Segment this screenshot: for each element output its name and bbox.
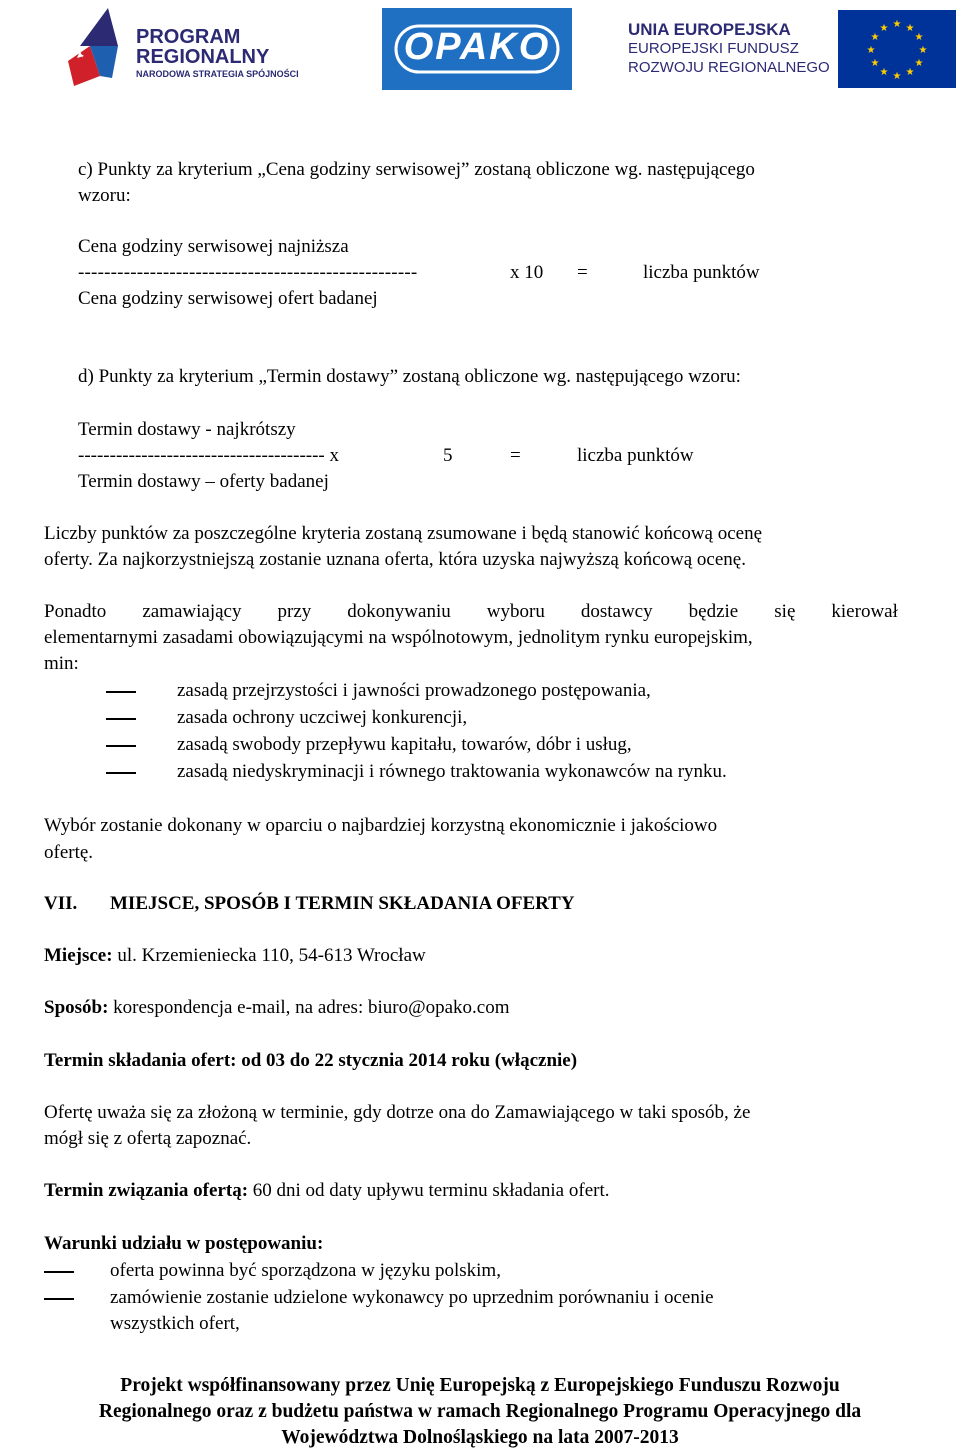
program-logo-line3: NARODOWA STRATEGIA SPÓJNOŚCI [136, 69, 299, 79]
svg-text:★: ★ [914, 32, 924, 43]
deadline-text: Termin składania ofert: od 03 do 22 stycznia 2014 roku (włącznie) [44, 1050, 578, 1071]
principle-item: zasadą swobody przepływu kapitału, towarów, dóbr i usług, [177, 734, 632, 755]
method-line [44, 998, 509, 1017]
binding-line [44, 1181, 610, 1200]
summary-line1: Liczby punktów za poszczególne kryteria zostaną zsumowane i będą stanowić końcową ocenę [44, 523, 763, 544]
svg-text:★: ★ [870, 32, 880, 43]
principles-word: się [774, 601, 796, 622]
section-c-line1: c) Punkty za kryterium „Cena godziny serwisowej” zostaną obliczone wg. następującego [78, 159, 755, 180]
principles-word: zamawiający [142, 601, 242, 622]
formula-d-dashes: --------------------------------------- x [78, 445, 340, 466]
principles-word: będzie [688, 601, 739, 622]
section-d-line1: d) Punkty za kryterium „Termin dostawy” zostaną obliczone wg. następującego wzoru: [78, 366, 741, 387]
principles-line2: elementarnymi zasadami obowiązującymi na wspólnotowym, jednolitym rynku europejskim, [44, 627, 753, 648]
condition-item-continued: wszystkich ofert, [110, 1313, 240, 1334]
formula-c-denominator: Cena godziny serwisowej ofert badanej [78, 288, 378, 309]
dash-bullet-icon [106, 772, 136, 774]
formula-d-equals: = [510, 445, 521, 466]
dash-bullet-icon [106, 691, 136, 693]
principles-line1 [44, 602, 898, 621]
formula-d-result: liczba punktów [577, 445, 694, 466]
binding-value: 60 dni od daty upływu terminu składania ofert. [248, 1180, 610, 1201]
dash-bullet-icon [106, 718, 136, 720]
method-value: korespondencja e-mail, na adres: biuro@opako.com [108, 997, 510, 1018]
principles-word: przy [277, 601, 312, 622]
formula-c-multiplier: x 10 [510, 262, 544, 283]
formula-c-numerator: Cena godziny serwisowej najniższa [78, 236, 349, 257]
svg-text:★: ★ [866, 45, 876, 56]
program-logo-line2: REGIONALNY [136, 46, 270, 68]
program-logo-line1: PROGRAM [136, 26, 241, 48]
svg-text:★: ★ [870, 58, 880, 69]
selection-line1: Wybór zostanie dokonany w oparciu o najbardziej korzystną ekonomicznie i jakościowo [44, 815, 718, 836]
principles-word: Ponadto [44, 601, 107, 622]
principles-word: kierował [831, 601, 898, 622]
summary-line2: oferty. Za najkorzystniejszą zostanie uznana oferta, która uzyska najwyższą końcową ocenę. [44, 549, 746, 570]
svg-text:★: ★ [892, 19, 902, 30]
eu-line3: ROZWOJU REGIONALNEGO [628, 59, 830, 76]
place-value: ul. Krzemieniecka 110, 54-613 Wrocław [112, 945, 426, 966]
eu-flag-icon [838, 10, 956, 88]
formula-c-dashes: ---------------------------------------------------- [78, 262, 418, 283]
svg-text:★: ★ [892, 71, 902, 82]
svg-text:★: ★ [879, 67, 889, 78]
principles-word: wyboru [486, 601, 545, 622]
method-label: Sposób: [44, 997, 109, 1018]
dash-bullet-icon [44, 1298, 74, 1300]
svg-text:★: ★ [905, 23, 915, 34]
opako-logo-text: OPAKO [403, 26, 551, 68]
svg-text:★: ★ [879, 23, 889, 34]
svg-text:★: ★ [918, 45, 928, 56]
principles-word: dostawcy [580, 601, 653, 622]
principles-word: dokonywaniu [347, 601, 451, 622]
footer-line2: Regionalnego oraz z budżetu państwa w ramach Regionalnego Programu Operacyjnego dla [98, 1401, 862, 1422]
section-c-line2: wzoru: [78, 185, 131, 206]
principle-item: zasadą przejrzystości i jawności prowadzonego postępowania, [177, 680, 651, 701]
conditions-title: Warunki udziału w postępowaniu: [44, 1233, 324, 1254]
principle-item: zasada ochrony uczciwej konkurencji, [177, 707, 468, 728]
formula-c-result: liczba punktów [643, 262, 760, 283]
binding-label: Termin związania ofertą: [44, 1180, 249, 1201]
footer-line3: Województwa Dolnośląskiego na lata 2007-2013 [281, 1427, 679, 1448]
formula-d-denominator: Termin dostawy – oferty badanej [78, 471, 329, 492]
condition-item: zamówienie zostanie udzielone wykonawcy po uprzednim porównaniu i ocenie [110, 1287, 714, 1308]
formula-d-numerator: Termin dostawy - najkrótszy [78, 419, 296, 440]
eu-line2: EUROPEJSKI FUNDUSZ [628, 40, 799, 57]
place-line [44, 946, 426, 965]
formula-d-five: 5 [443, 445, 453, 466]
section-vii-title: MIEJSCE, SPOSÓB I TERMIN SKŁADANIA OFERTY [110, 893, 575, 914]
place-label: Miejsce: [44, 945, 113, 966]
footer-line1: Projekt współfinansowany przez Unię Europejską z Europejskiego Funduszu Rozwoju [120, 1375, 840, 1396]
principle-item: zasadą niedyskryminacji i równego traktowania wykonawców na rynku. [177, 761, 727, 782]
formula-c-equals: = [577, 262, 588, 283]
svg-text:★: ★ [905, 67, 915, 78]
timely-line1: Ofertę uważa się za złożoną w terminie, gdy dotrze ona do Zamawiającego w taki sposób, że [44, 1102, 751, 1123]
dash-bullet-icon [106, 745, 136, 747]
selection-line2: ofertę. [44, 842, 94, 863]
svg-text:★: ★ [914, 58, 924, 69]
timely-line2: mógł się z ofertą zapoznać. [44, 1128, 252, 1149]
condition-item: oferta powinna być sporządzona w języku polskim, [110, 1260, 501, 1281]
principles-line3: min: [44, 653, 79, 674]
eu-line1: UNIA EUROPEJSKA [628, 20, 791, 39]
section-vii-number: VII. [44, 893, 78, 914]
dash-bullet-icon [44, 1271, 74, 1273]
